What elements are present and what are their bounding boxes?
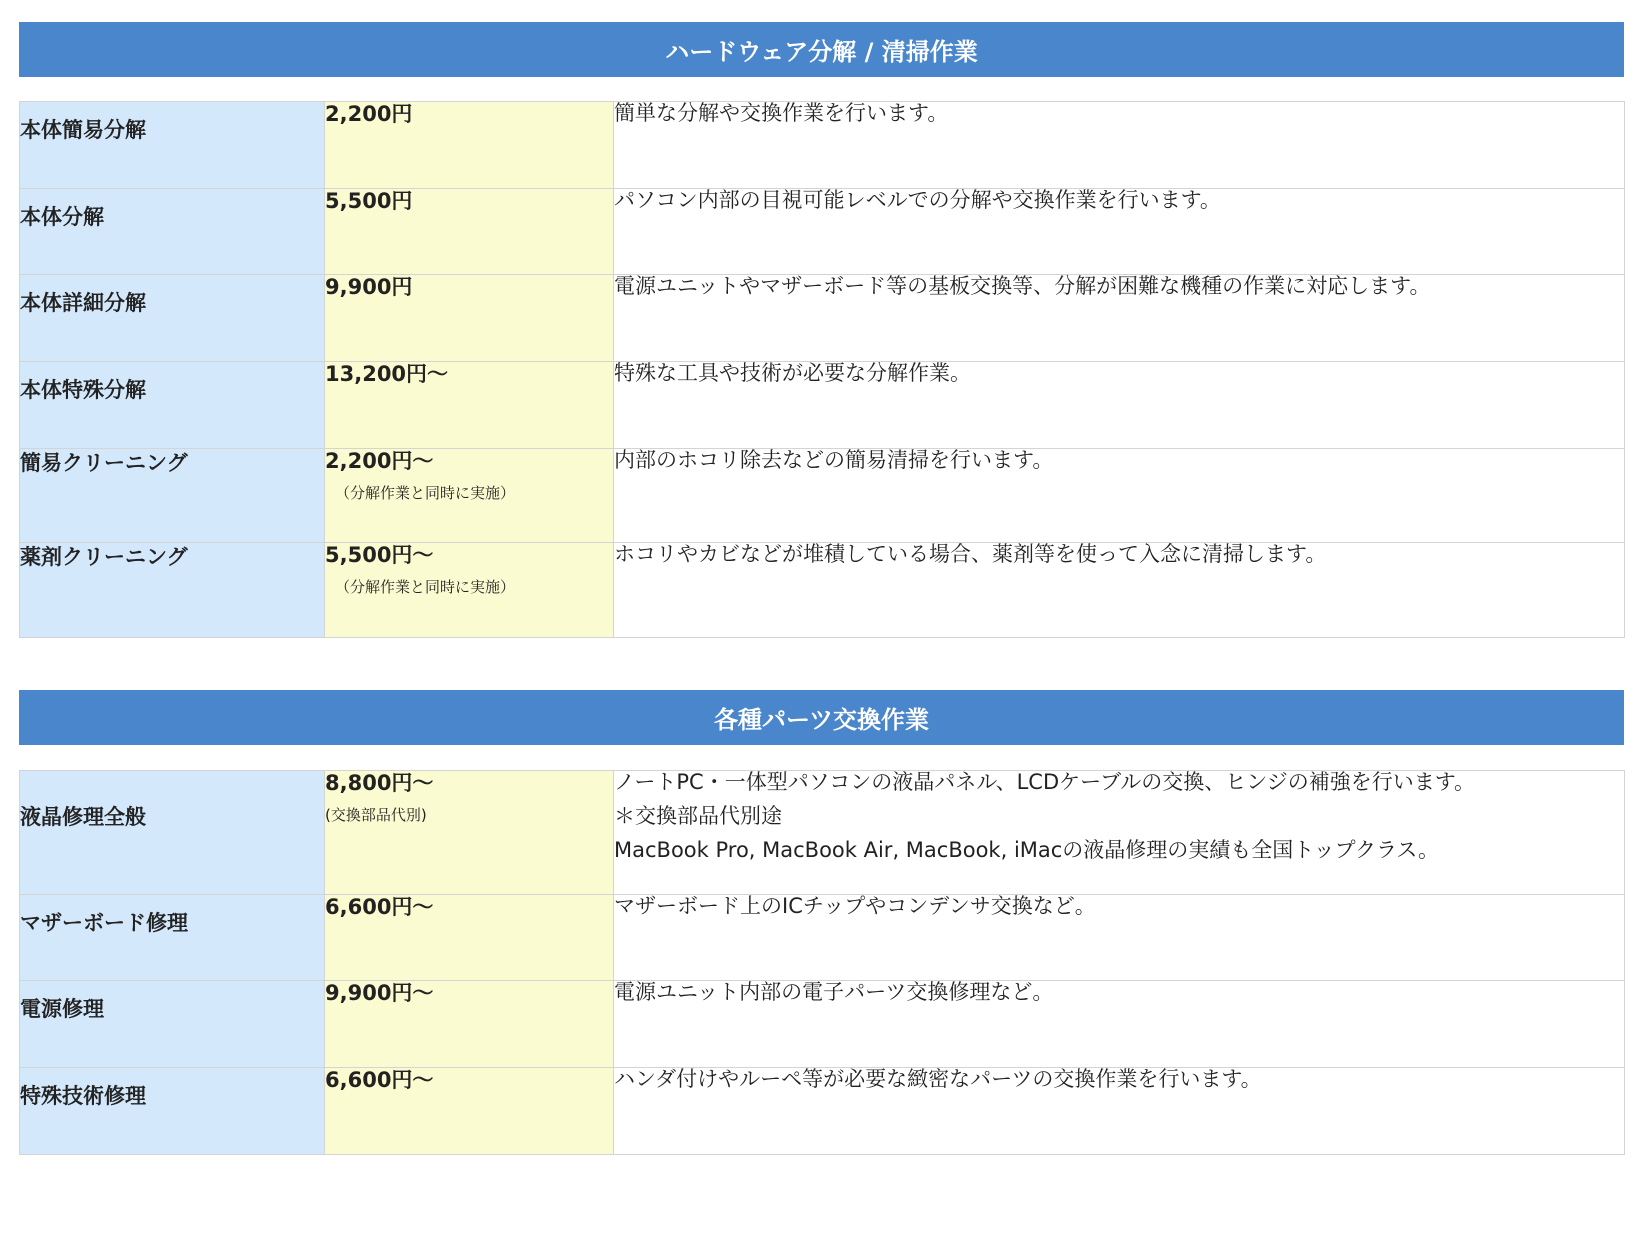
price-note: (交換部品代別) — [325, 806, 427, 824]
description-cell — [614, 771, 1625, 895]
description-line: ＊交換部品代別途 — [614, 804, 782, 828]
hardware-price-table — [19, 101, 1625, 638]
price: 5,500円〜 — [325, 543, 434, 567]
description-cell — [614, 981, 1625, 1068]
price-cell — [325, 102, 614, 189]
description-line: ノートPC・一体型パソコンの液晶パネル、LCDケーブルの交換、ヒンジの補強を行います。 — [614, 770, 1476, 794]
service-name-cell — [20, 543, 325, 638]
service-name-cell — [20, 981, 325, 1068]
table-row — [20, 449, 1625, 543]
description: 電源ユニットやマザーボード等の基板交換等、分解が困難な機種の作業に対応します。 — [614, 274, 1431, 298]
table-row — [20, 895, 1625, 981]
description: 特殊な工具や技術が必要な分解作業。 — [614, 361, 971, 385]
description: マザーボード上のICチップやコンデンサ交換など。 — [614, 894, 1096, 918]
price: 9,900円 — [325, 275, 413, 299]
service-name: 本体詳細分解 — [20, 291, 146, 315]
price-cell — [325, 771, 614, 895]
description: 簡単な分解や交換作業を行います。 — [614, 101, 949, 125]
price: 5,500円 — [325, 189, 413, 213]
description-cell — [614, 362, 1625, 449]
table-row — [20, 543, 1625, 638]
price-cell — [325, 543, 614, 638]
price: 2,200円〜 — [325, 449, 434, 473]
price: 9,900円〜 — [325, 981, 434, 1005]
price-cell — [325, 449, 614, 543]
table-row — [20, 771, 1625, 895]
price: 8,800円〜 — [325, 771, 434, 795]
service-name: 本体簡易分解 — [20, 118, 146, 142]
service-name: 特殊技術修理 — [20, 1084, 146, 1108]
service-name: 簡易クリーニング — [20, 451, 188, 475]
service-name: 液晶修理全般 — [20, 805, 146, 829]
price-note: （分解作業と同時に実施） — [335, 484, 516, 502]
section-title: ハードウェア分解 / 清掃作業 — [665, 38, 978, 66]
table-row — [20, 189, 1625, 275]
price: 2,200円 — [325, 102, 413, 126]
table-row — [20, 102, 1625, 189]
price-cell — [325, 1068, 614, 1155]
service-name-cell — [20, 771, 325, 895]
table-row — [20, 981, 1625, 1068]
section-title: 各種パーツ交換作業 — [713, 706, 930, 734]
description-cell — [614, 895, 1625, 981]
price-cell — [325, 189, 614, 275]
price-cell — [325, 275, 614, 362]
price-cell — [325, 895, 614, 981]
price: 6,600円〜 — [325, 1068, 434, 1092]
description: 電源ユニット内部の電子パーツ交換修理など。 — [614, 980, 1054, 1004]
service-name: マザーボード修理 — [20, 911, 188, 935]
description: 内部のホコリ除去などの簡易清掃を行います。 — [614, 448, 1054, 472]
service-name: 本体分解 — [20, 205, 104, 229]
description: ホコリやカビなどが堆積している場合、薬剤等を使って入念に清掃します。 — [614, 542, 1327, 566]
service-name: 本体特殊分解 — [20, 378, 146, 402]
description: パソコン内部の目視可能レベルでの分解や交換作業を行います。 — [614, 188, 1221, 212]
section-header-hardware — [19, 22, 1624, 77]
service-name-cell — [20, 189, 325, 275]
description: ハンダ付けやルーペ等が必要な緻密なパーツの交換作業を行います。 — [614, 1067, 1262, 1091]
table-row — [20, 362, 1625, 449]
section-header-parts — [19, 690, 1624, 745]
price-cell — [325, 981, 614, 1068]
description-cell — [614, 275, 1625, 362]
price: 13,200円〜 — [325, 362, 449, 386]
service-name-cell — [20, 102, 325, 189]
description-cell — [614, 102, 1625, 189]
price: 6,600円〜 — [325, 895, 434, 919]
description-cell — [614, 543, 1625, 638]
description-cell — [614, 1068, 1625, 1155]
service-name: 電源修理 — [20, 997, 104, 1021]
service-name-cell — [20, 362, 325, 449]
price-note: （分解作業と同時に実施） — [335, 578, 516, 596]
parts-price-table — [19, 770, 1625, 1155]
table-row — [20, 275, 1625, 362]
description-line: MacBook Pro, MacBook Air, MacBook, iMacの液晶修理の実績も全国トップクラス。 — [614, 838, 1440, 862]
description-cell — [614, 449, 1625, 543]
service-name: 薬剤クリーニング — [20, 545, 188, 569]
service-name-cell — [20, 895, 325, 981]
service-name-cell — [20, 449, 325, 543]
description-cell — [614, 189, 1625, 275]
price-cell — [325, 362, 614, 449]
service-name-cell — [20, 275, 325, 362]
service-name-cell — [20, 1068, 325, 1155]
table-row — [20, 1068, 1625, 1155]
